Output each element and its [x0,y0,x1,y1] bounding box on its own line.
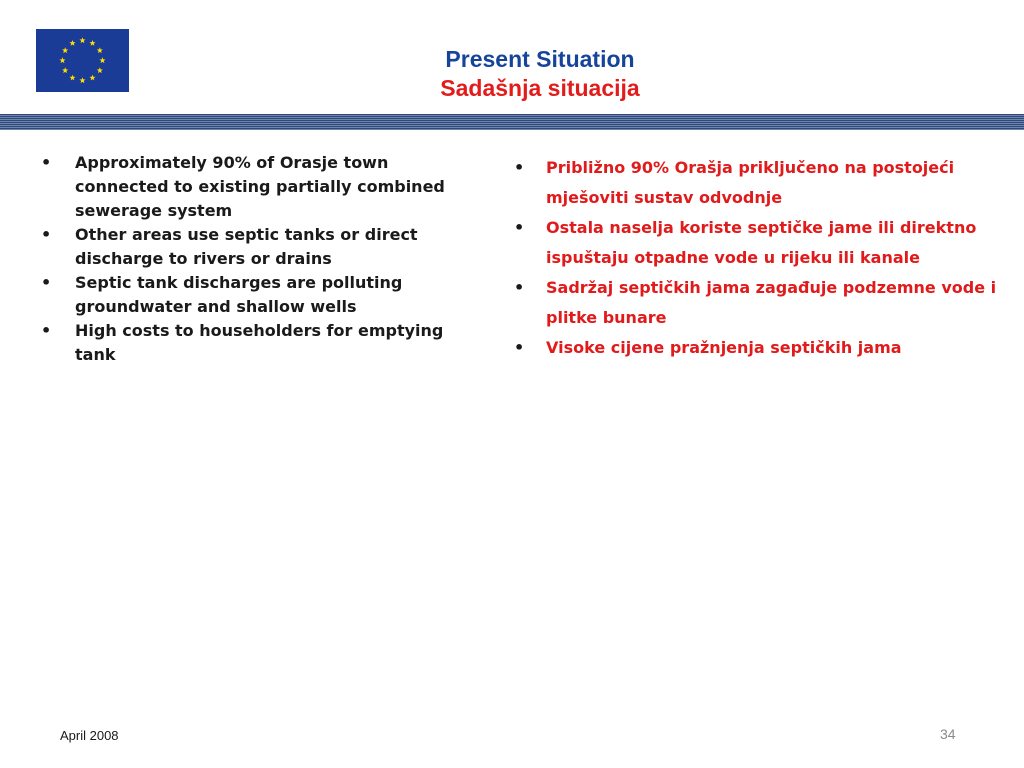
slide-title [300,45,780,103]
header-divider [0,114,1024,130]
title-local-language: Sadašnja situacija [440,75,640,101]
local-language-bullet-list [514,153,1006,363]
flag-star-icon [99,57,105,63]
flag-star-icon [97,47,103,53]
flag-star-icon [89,40,95,46]
flag-star-icon [62,47,68,53]
list-item-text: Visoke cijene pražnjenja septičkih jama [546,338,902,357]
list-item [514,213,1006,273]
bullet-icon: • [514,158,525,177]
bullet-icon: • [41,225,52,244]
flag-star-icon [69,40,75,46]
list-item [41,151,470,223]
bullet-icon: • [41,273,52,292]
flag-star-icon [62,67,68,73]
list-item-text: Other areas use septic tanks or direct discharge to rivers or drains [75,225,418,268]
list-item [41,271,470,319]
bullet-icon: • [514,338,525,357]
flag-star-icon [79,77,85,83]
flag-star-icon [59,57,65,63]
list-item-text: Sadržaj septičkih jama zagađuje podzemne vode i plitke bunare [546,278,997,327]
bullet-icon: • [41,153,52,172]
flag-star-icon [69,75,75,81]
list-item [41,319,470,367]
eu-flag-icon [36,29,129,92]
list-item-text: Ostala naselja koriste septičke jame ili direktno ispuštaju otpadne vode u rijeku ili kanale [546,218,977,267]
list-item-text: Septic tank discharges are polluting groundwater and shallow wells [75,273,403,316]
bullet-icon: • [514,278,525,297]
list-item-text: Approximately 90% of Orasje town connected to existing partially combined sewerage system [75,153,445,220]
bullet-icon: • [514,218,525,237]
page-number: 34 [940,726,956,742]
list-item-text: High costs to householders for emptying tank [75,321,444,364]
footer-date: April 2008 [60,728,119,743]
english-bullet-list [41,151,470,367]
list-item [514,273,1006,333]
list-item-text: Približno 90% Orašja priključeno na postojeći mješoviti sustav odvodnje [546,158,955,207]
flag-star-icon [89,75,95,81]
eu-flag-stars [36,29,129,92]
flag-star-icon [79,37,85,43]
flag-star-icon [97,67,103,73]
list-item [41,223,470,271]
title-english: Present Situation [445,46,635,72]
list-item [514,333,1006,363]
bullet-icon: • [41,321,52,340]
list-item [514,153,1006,213]
